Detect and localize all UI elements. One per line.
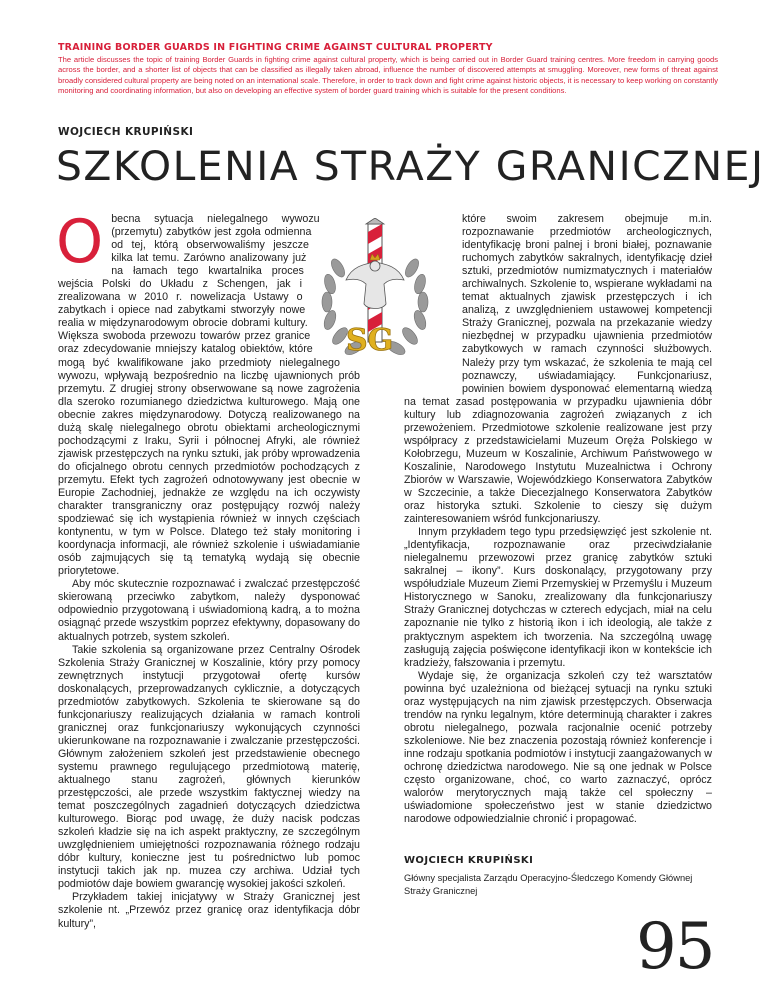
paragraph: które swoim zakresem obejmuje m.in. rozpoznawanie przedmiotów archeologicznych, identyfikację broni palnej i broni białej, poznawanie ruchomych zabytków sakralnych, identyfikację dzieł sztuki, przedmiotów numizmatycznych i materiałów archiwalnych. Szkolenie to, wspierane wykładami na temat aktualnych zjawisk przestępczych i ich analizą, z uwzględnieniem ustawowej kompetencji Straży Granicznej, pozwala na przekazanie wiedzy niezbędnej w przypadku ujawnienia przedmiotów zabytkowych w ramach czynności służbowych. Należy przy tym wskazać, że szkolenia te mają cel poznawczy, uświadamiający. Funkcjonariusz, powinien bowiem dysponować elementarną wiedzą na temat zasad postępowania w przypadku ujawnienia dóbr kultury lub zdiagnozowania zagrożeń związanych z ich przewożeniem. Przedmiotowe szkolenie realizowane jest przy współpracy z przedstawicielami Muzeum Oręża Polskiego w Kołobrzegu, Muzeum w Koszalinie, Archiwum Państwowego w Koszalinie, Narodowego Instytutu Muzealnictwa i Ochrony Zbiorów w Warszawie, Wojewódzkiego Konserwatora Zabytków w Szczecinie, a także Diecezjalnego Konserwatora Zabytków oraz historyka sztuki. Szkolenie to cieszy się dużym zainteresowaniem wśród funkcjonariuszy.	[404, 213, 712, 526]
article-title: SZKOLENIA STRAŻY GRANICZNEJ	[56, 144, 765, 190]
page-number: 95	[636, 910, 714, 984]
paragraph: becna sytuacja nielegalnego wywozu (przemytu) zabytków jest zgoła odmienna od tej, którą obserwowaliśmy jeszcze kilka lat temu. Zarówno analizowany już na łamach tego kwartalnika proces wejścia Polski do Układu z Schengen, jak i zrealizowana w 2010 r. nowelizacja Ustawy o zabytkach i opiece nad zabytkami stworzyły nowe realia w międzynarodowym obrocie dobrami kultury. Większa swoboda przewozu towarów przez granice oraz zdecydowanie mniejszy katalog obiektów, które mogą być kwalifikowane jako przedmioty nielegalnego wywozu, wpływają bezpośrednio na liczbę ujawnionych prób przemytu. Z drugiej strony obserwowane są nowe zagrożenia dla szeroko rozumianego dziedzictwa kulturowego. Mają one obecnie zakres międzynarodowy. Dotyczą realizowanego na dużą skalę nielegalnego obrotu obiektami archeologicznymi pochodzącymi z Iraku, Syrii i północnej Afryki, ale również zjawisk przestępczych na rynku sztuki, jak próby wprowadzenia do oficjalnego obrotu cennych przedmiotów pochodzących z przemytu. Efekt tych zagrożeń odnotowywany jest obecnie w Europie Zachodniej, jednakże ze względu na ich oczywisty charakter transgraniczny oraz postępujący rozwój należy spodziewać się ich wystąpienia również w innych częściach kontynentu, w tym w Polsce. Dlatego też stały monitoring i koordynacja informacji, ale również szkolenie i uświadamianie osób zajmujących się tą tematyką wydają się obecnie priorytetowe.	[58, 213, 360, 578]
author-bio-name: WOJCIECH KRUPIŃSKI	[404, 855, 534, 866]
author-bio-role: Główny specjalista Zarządu Operacyjno-Śledczego Komendy Głównej Straży Granicznej	[404, 873, 693, 896]
english-abstract: The article discusses the topic of training Border Guards in fighting crime against cultural property, which is being carried out in Border Guard training centres. More freedom in carrying goods across the border, and a shorter list of objects that can be classified as illegally taken abroad, influence the number of discovered attempts at smuggling. Moreover, new forms of threat against broadly considered cultural property are being noted on an international scale. Therefore, in order to track down and fight crime against historic objects, it is necessary to keep working on constantly monitoring and coordinating information, but also on developing an effective system of border guard training which is suitable for the present conditions.	[58, 55, 718, 95]
paragraph: Aby móc skutecznie rozpoznawać i zwalczać przestępczość skierowaną przeciwko zabytkom, należy dysponować odpowiednio przygotowaną i uświadomioną kadrą, a to można osiągnąć przede wszystkim poprzez efektywny, dopasowany do aktualnych potrzeb, system szkoleń.	[58, 578, 360, 643]
paragraph: Takie szkolenia są organizowane przez Centralny Ośrodek Szkolenia Straży Granicznej w Koszalinie, który przy pomocy zewnętrznych instytucji przygotował ofertę kursów doskonalących, przeprowadzanych cyklicznie, a dotyczących przedmiotów zabytkowych. Szkolenia te skierowane są do funkcjonariuszy realizujących działania w ramach kontroli granicznej oraz funkcjonariuszy wykonujących czynności ukierunkowane na rozpoznawanie i zwalczanie przestępczości. Głównym założeniem szkoleń jest przedstawienie obecnego systemu prawnego regulującego przedmiotową materię, aktualnego stanu zagrożeń, głównych kierunków przestępczości, ale przede wszystkim faktycznej wiedzy na temat poszczególnych zagadnień dotyczących dziedzictwa kulturowego. Biorąc pod uwagę, że duży nacisk podczas szkoleń kładzie się na ich aspekt praktyczny, ze szczególnym uwzględnieniem umiejętności rozpoznawania różnego rodzaju dóbr kultury, konieczne jest tu pośrednictwo lub pomoc instytucji takich jak np. muzea czy archiwa. Udział tych podmiotów daje bowiem gwarancję wysokiej jakości szkoleń.	[58, 643, 360, 891]
english-title: TRAINING BORDER GUARDS IN FIGHTING CRIME AGAINST CULTURAL PROPERTY	[58, 42, 493, 53]
emblem-monogram: SG	[346, 323, 394, 358]
author-byline: WOJCIECH KRUPIŃSKI	[58, 126, 194, 138]
article-column-left	[56, 207, 360, 931]
paragraph: Przykładem takiej inicjatywy w Straży Granicznej jest szkolenie nt. „Przewóz przez granicę oraz identyfikacja dóbr kultury”,	[58, 891, 360, 930]
paragraph: Innym przykładem tego typu przedsięwzięć jest szkolenie nt. „Identyfikacja, rozpoznawanie oraz przeciwdziałanie nielegalnemu przewozowi przez granicę zabytków sztuki sakralnej – ikony”. Kurs doskonalący, przygotowany przy współudziale Muzeum Ziemi Przemyskiej w Przemyślu i Muzeum Historycznego w Sanoku, zrealizowany dla funkcjonariuszy Straży Granicznej dotychczas w czterech edycjach, miał na celu zapoznanie nie tylko z historią ikon i ich ideologią, ale także z praktycznym aspektem ich tworzenia. Na szczególną uwagę zasługują zajęcia poświęcone identyfikacji ikon w kontekście ich kradzieży, fałszowania i przemytu.	[404, 526, 712, 669]
paragraph: Wydaje się, że organizacja szkoleń czy też warsztatów powinna być uzależniona od bieżącej sytuacji na rynku sztuki oraz występujących na nim zjawisk przestępczych. Obserwacja trendów na rynku legalnym, które determinują charakter i zakres obrotu nielegalnego, pozwala racjonalnie ocenić potrzeby szkoleniowe. Nie bez znaczenia pozostają również konferencje i inne rodzaju spotkania podmiotów i instytucji zaangażowanych w ochronę dziedzictwa narodowego. Nie są one jednak w Polsce często organizowane, choć, co warto zaznaczyć, oprócz walorów merytorycznych mają także cel społeczny – uświadomione społeczeństwo jest w stanie dziedzictwo narodowe odpowiedzialnie chronić i propagować.	[404, 669, 712, 826]
drop-cap: O	[56, 207, 104, 277]
article-column-right	[404, 213, 712, 826]
